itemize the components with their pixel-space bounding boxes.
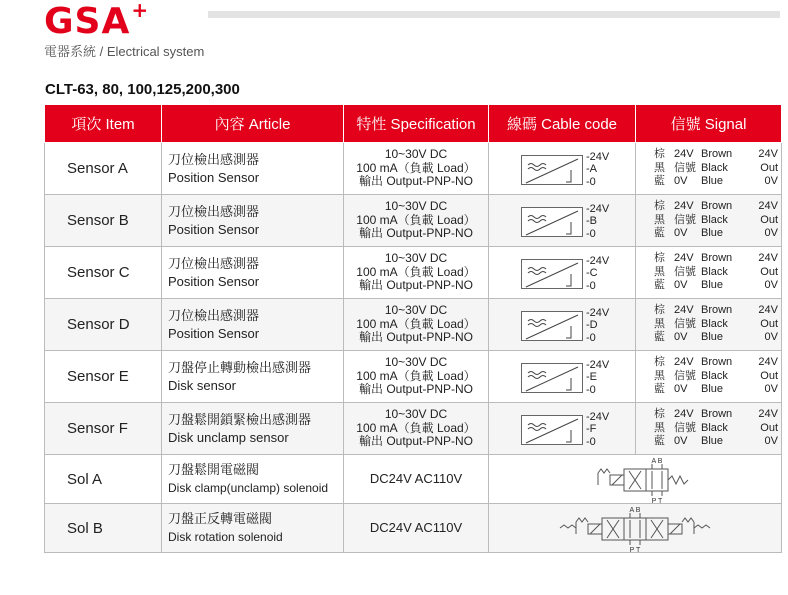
- signal-text: Blue: [701, 331, 724, 344]
- item-label: Sensor C: [67, 264, 130, 281]
- signal-line-blue: [654, 331, 781, 345]
- signal-text: 信號: [674, 369, 696, 382]
- signal-cell: [636, 403, 782, 455]
- item-label: Sensor E: [67, 368, 129, 385]
- signal-text: 24V: [758, 304, 778, 317]
- item-label: Sol A: [67, 470, 103, 488]
- article-zh: 刀位檢出感測器: [168, 307, 260, 323]
- column-header-specification: 特性 Specification: [344, 105, 489, 143]
- table-row: [45, 455, 782, 504]
- spec-voltage: 10~30V DC: [384, 407, 448, 422]
- valve-port-label-bottom: P T: [651, 497, 663, 503]
- spec-output: 輸出 Output-PNP-NO: [358, 174, 474, 189]
- signal-text: 24V: [758, 356, 778, 369]
- signal-cell: [636, 143, 782, 195]
- item-cell: [45, 504, 162, 553]
- item-label: Sensor B: [67, 212, 129, 229]
- table-row: [45, 504, 782, 553]
- spec-output: 輸出 Output-PNP-NO: [358, 226, 474, 241]
- electrical-spec-table: [44, 104, 782, 553]
- table-row: [45, 143, 782, 195]
- spec-voltage: DC24V AC110V: [369, 471, 463, 487]
- item-cell: [45, 351, 162, 403]
- signal-text: 棕: [654, 408, 665, 421]
- article-zh: 刀盤停止轉動檢出感測器: [168, 359, 312, 375]
- signal-text: Brown: [701, 200, 733, 213]
- signal-text: Black: [701, 317, 728, 330]
- spec-cell: [344, 247, 489, 299]
- spec-load: 100 mA（負載 Load）: [356, 420, 476, 435]
- sensor-symbol-icon: [521, 311, 583, 341]
- signal-text: 棕: [654, 148, 665, 161]
- article-en: Disk clamp(unclamp) solenoid: [168, 481, 329, 495]
- sensor-symbol-icon: [521, 155, 583, 185]
- cable-label-signal: -F: [586, 423, 597, 435]
- valve-port-label-bottom: P T: [629, 546, 641, 552]
- spec-cell: [344, 403, 489, 455]
- signal-text: Brown: [701, 148, 733, 161]
- article-zh: 刀位檢出感測器: [168, 255, 260, 271]
- spec-load: 100 mA（負載 Load）: [356, 264, 476, 279]
- article-cell: [162, 504, 344, 553]
- signal-line-brown: [654, 408, 781, 422]
- signal-text: 0V: [674, 435, 688, 448]
- signal-text: Brown: [701, 408, 733, 421]
- signal-line-black: [654, 266, 781, 280]
- cable-cell: [489, 403, 636, 455]
- signal-text: 藍: [654, 435, 665, 448]
- model-heading: CLT-63, 80, 100,125,200,300: [45, 81, 240, 98]
- signal-text: 0V: [674, 279, 688, 292]
- signal-text: 24V: [758, 408, 778, 421]
- item-cell: [45, 403, 162, 455]
- signal-text: 24V: [758, 148, 778, 161]
- signal-text: 棕: [654, 304, 665, 317]
- item-label: Sensor F: [67, 420, 128, 437]
- spec-cell: [344, 299, 489, 351]
- cable-label-24v: -24V: [586, 202, 610, 215]
- spec-load: 100 mA（負載 Load）: [356, 368, 476, 383]
- signal-text: 信號: [674, 161, 696, 174]
- cable-label-signal: -C: [586, 267, 598, 279]
- spec-cell: [344, 504, 489, 553]
- signal-text: 24V: [674, 200, 694, 213]
- signal-line-blue: [654, 435, 781, 449]
- signal-text: Out: [760, 213, 778, 226]
- cable-cell: [489, 195, 636, 247]
- signal-line-black: [654, 318, 781, 332]
- signal-text: 藍: [654, 279, 665, 292]
- spec-output: 輸出 Output-PNP-NO: [358, 382, 474, 397]
- signal-text: 信號: [674, 265, 696, 278]
- signal-line-blue: [654, 383, 781, 397]
- signal-text: Black: [701, 421, 728, 434]
- signal-text: Blue: [701, 175, 724, 188]
- item-cell: [45, 143, 162, 195]
- cable-cell: [489, 351, 636, 403]
- signal-text: Out: [760, 161, 778, 174]
- signal-text: Blue: [701, 279, 724, 292]
- article-en: Position Sensor: [168, 273, 260, 289]
- solenoid-valve-icon: [489, 457, 781, 503]
- spec-output: 輸出 Output-PNP-NO: [358, 330, 474, 345]
- article-cell: [162, 403, 344, 455]
- signal-text: 黑: [654, 421, 665, 434]
- article-en: Position Sensor: [168, 325, 260, 341]
- signal-text: 0V: [674, 227, 688, 240]
- table-header-row: [45, 105, 782, 143]
- sensor-symbol-icon: [521, 207, 583, 237]
- item-cell: [45, 455, 162, 504]
- sensor-symbol-icon: [521, 415, 583, 445]
- spec-load: 100 mA（負載 Load）: [356, 316, 476, 331]
- signal-text: 24V: [758, 252, 778, 265]
- spec-output: 輸出 Output-PNP-NO: [358, 434, 474, 449]
- signal-text: 0V: [674, 383, 688, 396]
- signal-text: Brown: [701, 252, 733, 265]
- signal-line-blue: [654, 175, 781, 189]
- table-row: [45, 299, 782, 351]
- signal-line-black: [654, 162, 781, 176]
- item-label: Sensor A: [67, 160, 128, 177]
- signal-text: Brown: [701, 356, 733, 369]
- logo-text: GSA: [44, 1, 131, 42]
- signal-text: Blue: [701, 435, 724, 448]
- cable-label-24v: -24V: [586, 306, 610, 319]
- signal-text: Out: [760, 317, 778, 330]
- cable-label-0v: -0: [586, 175, 596, 188]
- valve-port-label-top: A B: [629, 506, 641, 514]
- article-cell: [162, 247, 344, 299]
- signal-text: 藍: [654, 331, 665, 344]
- signal-line-black: [654, 422, 781, 436]
- cable-cell: [489, 247, 636, 299]
- spec-voltage: 10~30V DC: [384, 355, 448, 370]
- gsa-logo: [44, 2, 149, 46]
- cable-label-signal: -B: [586, 215, 597, 227]
- item-label: Sensor D: [67, 316, 130, 333]
- item-cell: [45, 247, 162, 299]
- signal-text: 0V: [674, 331, 688, 344]
- signal-cell: [636, 299, 782, 351]
- article-cell: [162, 143, 344, 195]
- cable-cell: [489, 143, 636, 195]
- spec-voltage: DC24V AC110V: [369, 520, 463, 536]
- signal-text: Blue: [701, 383, 724, 396]
- signal-line-blue: [654, 227, 781, 241]
- column-header-cable-code: 線碼 Cable code: [489, 105, 636, 143]
- article-cell: [162, 351, 344, 403]
- column-header-article: 內容 Article: [162, 105, 344, 143]
- signal-text: 24V: [674, 356, 694, 369]
- spec-voltage: 10~30V DC: [384, 147, 448, 162]
- article-cell: [162, 195, 344, 247]
- signal-line-black: [654, 370, 781, 384]
- sensor-symbol-icon: [521, 259, 583, 289]
- signal-text: 棕: [654, 356, 665, 369]
- cable-label-24v: -24V: [586, 254, 610, 267]
- valve-cell: [489, 455, 782, 504]
- logo-plus: +: [131, 0, 150, 22]
- spec-output: 輸出 Output-PNP-NO: [358, 278, 474, 293]
- signal-text: Out: [760, 369, 778, 382]
- item-label: Sol B: [67, 519, 103, 537]
- signal-text: 0V: [764, 331, 778, 344]
- table-row: [45, 403, 782, 455]
- cable-label-signal: -E: [586, 371, 597, 383]
- article-cell: [162, 299, 344, 351]
- cable-label-24v: -24V: [586, 150, 610, 163]
- spec-voltage: 10~30V DC: [384, 251, 448, 266]
- signal-text: Black: [701, 369, 728, 382]
- signal-line-brown: [654, 252, 781, 266]
- table-row: [45, 351, 782, 403]
- article-zh: 刀盤正反轉電磁閥: [168, 511, 273, 526]
- signal-cell: [636, 351, 782, 403]
- item-cell: [45, 195, 162, 247]
- signal-cell: [636, 195, 782, 247]
- signal-text: 藍: [654, 175, 665, 188]
- signal-text: 0V: [764, 383, 778, 396]
- spec-voltage: 10~30V DC: [384, 303, 448, 318]
- signal-text: 信號: [674, 421, 696, 434]
- cable-label-0v: -0: [586, 383, 596, 396]
- signal-text: Out: [760, 421, 778, 434]
- spec-cell: [344, 455, 489, 504]
- article-en: Disk sensor: [168, 377, 236, 393]
- signal-text: 0V: [764, 227, 778, 240]
- signal-text: Black: [701, 213, 728, 226]
- valve-cell: [489, 504, 782, 553]
- cable-label-signal: -D: [586, 319, 598, 331]
- spec-voltage: 10~30V DC: [384, 199, 448, 214]
- signal-text: Black: [701, 161, 728, 174]
- signal-line-brown: [654, 148, 781, 162]
- sensor-symbol-icon: [521, 363, 583, 393]
- signal-text: Out: [760, 265, 778, 278]
- signal-text: 24V: [758, 200, 778, 213]
- spec-cell: [344, 195, 489, 247]
- signal-text: 24V: [674, 408, 694, 421]
- signal-text: 黑: [654, 161, 665, 174]
- article-zh: 刀盤鬆開鎖緊檢出感測器: [168, 411, 312, 427]
- signal-text: Brown: [701, 304, 733, 317]
- table-row: [45, 195, 782, 247]
- article-zh: 刀位檢出感測器: [168, 151, 260, 167]
- signal-text: 黑: [654, 317, 665, 330]
- article-en: Position Sensor: [168, 169, 260, 185]
- item-cell: [45, 299, 162, 351]
- signal-text: 0V: [764, 279, 778, 292]
- signal-text: 24V: [674, 252, 694, 265]
- signal-text: Black: [701, 265, 728, 278]
- cable-label-0v: -0: [586, 435, 596, 448]
- signal-line-blue: [654, 279, 781, 293]
- signal-text: 黑: [654, 265, 665, 278]
- signal-text: Blue: [701, 227, 724, 240]
- article-zh: 刀盤鬆開電磁閥: [168, 462, 260, 477]
- signal-text: 黑: [654, 213, 665, 226]
- cable-label-signal: -A: [586, 163, 597, 175]
- signal-text: 0V: [674, 175, 688, 188]
- signal-cell: [636, 247, 782, 299]
- signal-text: 藍: [654, 227, 665, 240]
- cable-label-0v: -0: [586, 279, 596, 292]
- signal-line-brown: [654, 304, 781, 318]
- signal-line-black: [654, 214, 781, 228]
- spec-cell: [344, 351, 489, 403]
- article-cell: [162, 455, 344, 504]
- signal-text: 信號: [674, 213, 696, 226]
- cable-cell: [489, 299, 636, 351]
- article-en: Disk rotation solenoid: [168, 530, 283, 544]
- signal-text: 24V: [674, 304, 694, 317]
- column-header-signal: 信號 Signal: [636, 105, 782, 143]
- signal-text: 0V: [764, 435, 778, 448]
- cable-label-24v: -24V: [586, 410, 610, 423]
- signal-text: 24V: [674, 148, 694, 161]
- cable-label-0v: -0: [586, 331, 596, 344]
- article-zh: 刀位檢出感測器: [168, 203, 260, 219]
- signal-line-brown: [654, 200, 781, 214]
- cable-label-0v: -0: [586, 227, 596, 240]
- article-en: Position Sensor: [168, 221, 260, 237]
- signal-line-brown: [654, 356, 781, 370]
- signal-text: 藍: [654, 383, 665, 396]
- signal-text: 棕: [654, 200, 665, 213]
- header-rule: [208, 11, 780, 18]
- spec-cell: [344, 143, 489, 195]
- spec-load: 100 mA（負載 Load）: [356, 160, 476, 175]
- solenoid-valve-icon: [489, 506, 781, 552]
- spec-load: 100 mA（負載 Load）: [356, 212, 476, 227]
- signal-text: 黑: [654, 369, 665, 382]
- article-en: Disk unclamp sensor: [168, 429, 289, 445]
- signal-text: 0V: [764, 175, 778, 188]
- cable-label-24v: -24V: [586, 358, 610, 371]
- column-header-item: 項次 Item: [45, 105, 162, 143]
- section-subtitle: 電器系統 / Electrical system: [44, 44, 205, 59]
- signal-text: 信號: [674, 317, 696, 330]
- valve-port-label-top: A B: [651, 457, 663, 465]
- table-row: [45, 247, 782, 299]
- signal-text: 棕: [654, 252, 665, 265]
